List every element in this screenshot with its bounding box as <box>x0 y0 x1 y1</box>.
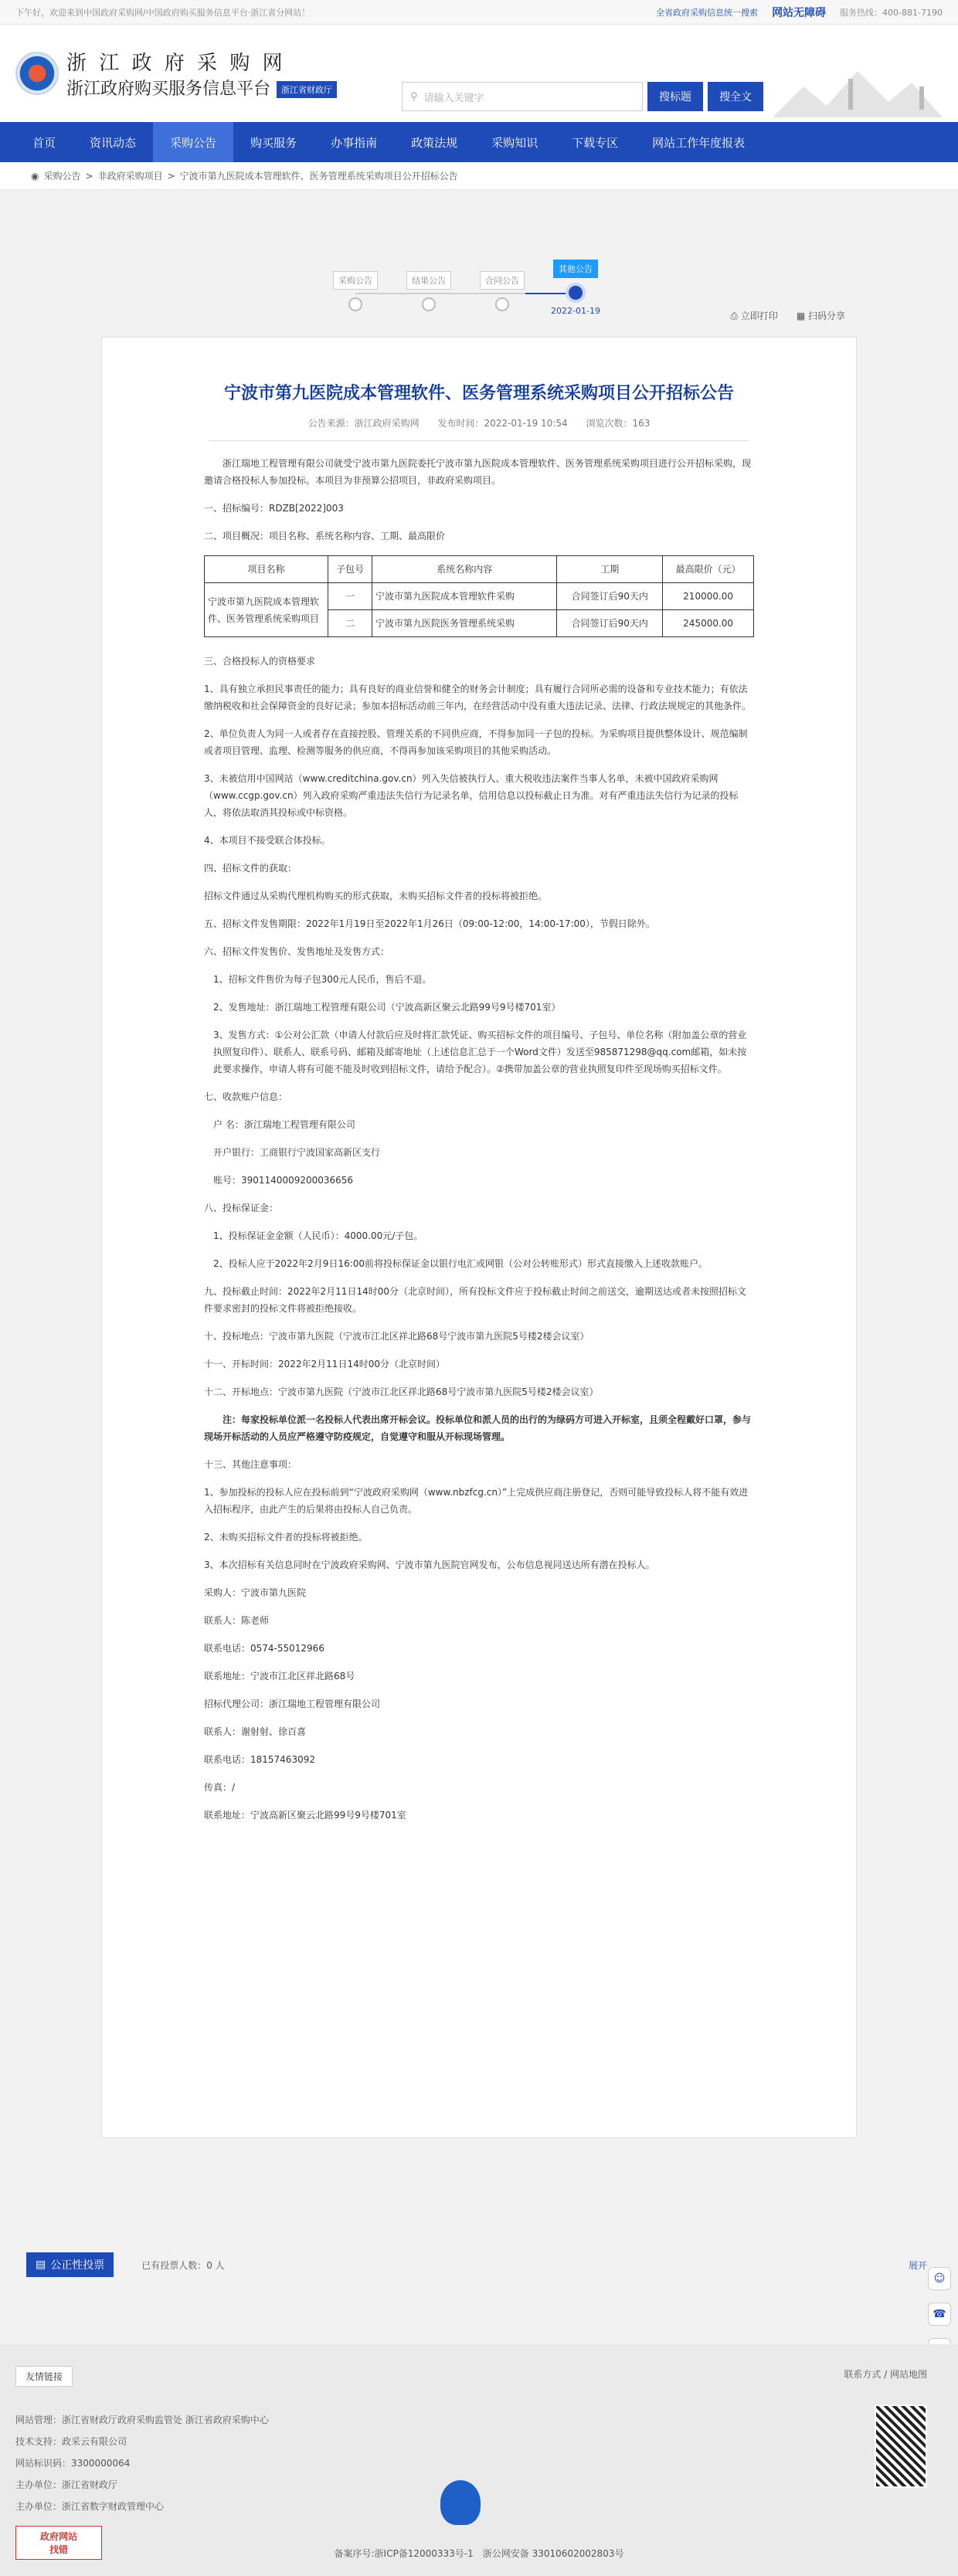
account-number: 账号：3901140009200036656 <box>213 1175 354 1186</box>
paragraph: 1、投标保证金金额（人民币）：4000.00元/子包。 <box>213 1230 423 1241</box>
account-bank: 开户银行：工商银行宁波国家高新区支行 <box>213 1147 381 1158</box>
contact-line: 传真：/ <box>204 1782 236 1793</box>
qualification-item: 2、单位负责人为同一人或者存在直接控股、管理关系的不同供应商，不得参加同一子包的投标。为采购项目提供整体设计、规范编制或者项目管理、监理、检测等服务的供应商，不得再参加该采购项目的其他采购活动。 <box>204 728 748 756</box>
search-bar <box>402 82 763 111</box>
wechat-qr-code <box>875 2405 927 2488</box>
article-body <box>102 441 856 1824</box>
party-emblem-icon <box>440 2480 481 2525</box>
intro-paragraph: 浙江瑞地工程管理有限公司就受宁波市第九医院委托宁波市第九医院成本管理软件、医务管理系统采购项目进行公开招标采购，现邀请合格投标人参加投标。本项目为非预算公招项目，非政府采购项目。 <box>204 458 752 486</box>
site-header <box>0 25 958 122</box>
article-panel <box>101 337 857 2138</box>
footer-line: 技术支持：政采云有限公司 <box>15 2436 127 2447</box>
contact-line: 联系电话：0574-55012966 <box>204 1643 324 1654</box>
breadcrumb-item[interactable]: 非政府采购项目 <box>97 171 163 182</box>
section-heading: 五、招标文件发售期限：2022年1月19日至2022年1月26日（09:00-12:00，14:00-17:00），节假日除外。 <box>204 918 655 929</box>
paragraph: 1、参加投标的投标人应在投标前到“宁波政府采购网（www.nbzfcg.cn）”上完成供应商注册登记，否则可能导致投标人将不能有效进入招标程序，由此产生的后果将由投标人自己负责。 <box>204 1487 749 1515</box>
section-heading: 二、项目概况：项目名称、系统名称内容、工期、最高限价 <box>204 531 446 541</box>
unified-search-link[interactable]: 全省政府采购信息统一搜索 <box>656 7 759 18</box>
expand-button[interactable]: 展开 <box>908 2259 927 2271</box>
paragraph: 3、本次招标有关信息同时在宁波政府采购网、宁波市第九医院官网发布，公布信息视同送达所有潜在投标人。 <box>204 1560 655 1570</box>
qualification-item: 3、未被信用中国网站（www.creditchina.gov.cn）列入失信被执行人、重大税收违法案件当事人名单，未被中国政府采购网（www.ccgp.gov.cn）列入政府采购严重违法失信行为记录名单，信用信息以投标截止日为准。对有严重违法失信行为记录的投标人，将依法取消其投标或中标资格。 <box>204 773 739 818</box>
table-header: 工期 <box>557 556 663 583</box>
table-cell: 一 <box>328 583 372 610</box>
hotline: 服务热线：400-881-7190 <box>840 7 943 18</box>
nav-download[interactable]: 下载专区 <box>572 135 619 150</box>
accessibility-link[interactable]: 网站无障碍 <box>772 6 827 19</box>
fairness-vote-bar <box>0 2246 958 2283</box>
attention-note: 注：每家投标单位派一名投标人代表出席开标会议。投标单位和派人员的出行的为绿码方可进入开标室，且须全程戴好口罩，参与现场开标活动的人员应严格遵守防疫规定，自觉遵守和服从开标现场管理。 <box>204 1414 752 1442</box>
table-header: 系统名称内容 <box>372 556 556 583</box>
nav-guide[interactable]: 办事指南 <box>331 135 378 150</box>
step-date: 2022-01-19 <box>551 306 600 316</box>
department-badge: 浙江省财政厅 <box>277 81 337 98</box>
site-logo[interactable] <box>15 47 337 100</box>
section-heading: 十、投标地点：宁波市第九医院（宁波市江北区祥北路68号宁波市第九医院5号楼2楼会议室） <box>204 1331 589 1342</box>
search-icon: ⚲ <box>410 90 418 103</box>
article-meta <box>209 416 749 441</box>
section-heading: 九、投标截止时间：2022年2月11日14时00分（北京时间），所有投标文件应于投标截止时间之前送交，逾期送达或者未按照招标文件要求密封的投标文件将被拒绝接收。 <box>204 1286 746 1314</box>
share-button[interactable]: ▦ 扫码分享 <box>796 311 845 321</box>
table-header: 项目名称 <box>205 556 328 583</box>
contact-line: 联系地址：宁波高新区聚云北路99号9号楼701室 <box>204 1810 406 1821</box>
section-heading: 六、招标文件发售价、发售地址及发售方式： <box>204 946 390 957</box>
footer-info <box>15 2409 269 2517</box>
breadcrumb-current: 宁波市第九医院成本管理软件、医务管理系统采购项目公开招标公告 <box>179 171 458 182</box>
nav-annual-report[interactable]: 网站工作年度报表 <box>652 135 746 150</box>
icp-record: 备案序号:浙ICP备12000333号-1 浙公网安备 33010602002803号 <box>334 2548 624 2559</box>
step-dot-active <box>569 286 583 300</box>
nav-knowledge[interactable]: 采购知识 <box>491 135 538 150</box>
nav-news[interactable]: 资讯动态 <box>90 135 137 150</box>
article-title: 宁波市第九医院成本管理软件、医务管理系统采购项目公开招标公告 <box>223 384 734 403</box>
contact-line: 采购人：宁波市第九医院 <box>204 1587 307 1598</box>
table-cell: 245000.00 <box>663 610 754 637</box>
main-nav <box>0 122 958 162</box>
welcome-text: 下午好，欢迎来到中国政府采购网/中国政府购买服务信息平台·浙江省分网站！ <box>15 7 311 18</box>
step-dot <box>495 297 509 311</box>
section-heading: 八、投标保证金： <box>204 1203 279 1213</box>
breadcrumb-item[interactable]: 采购公告 <box>43 171 81 182</box>
emblem-icon <box>15 52 59 95</box>
qr-icon: ▦ <box>796 311 806 321</box>
site-subtitle: 浙江政府购买服务信息平台 <box>66 80 271 99</box>
table-cell-project: 宁波市第九医院成本管理软件、医务管理系统采购项目 <box>205 583 328 637</box>
table-row <box>205 583 754 610</box>
nav-purchase-service[interactable]: 购买服务 <box>250 135 297 150</box>
table-cell: 二 <box>328 610 372 637</box>
paragraph: 3、发售方式：①公对公汇款（申请人付款后应及时将汇款凭证、购买招标文件的项目编号、子包号、单位名称（附加盖公章的营业执照复印件）、联系人、联系号码、邮箱及邮寄地址（上述信息汇总于一个Word文件）发送至985871298@qq.com邮箱，如未按此要求操作，申请人将有可能不能及时收到招标文件，请给予配合）。②携带加盖公章的营业执照复印件至现场购买招标文件。 <box>213 1030 747 1074</box>
footer-line: 网站标识码：3300000064 <box>15 2458 131 2469</box>
search-fulltext-button[interactable]: 搜全文 <box>708 82 763 111</box>
notice-progress <box>0 205 958 321</box>
contact-line: 联系地址：宁波市江北区祥北路68号 <box>204 1671 355 1682</box>
printer-icon: ⎙ <box>730 311 738 321</box>
vote-button[interactable]: ▤ 公正性投票 <box>26 2252 114 2277</box>
table-header: 最高限价（元） <box>663 556 754 583</box>
table-cell: 宁波市第九医院医务管理系统采购 <box>372 610 556 637</box>
contact-line: 联系电话：18157463092 <box>204 1754 315 1765</box>
table-cell: 宁波市第九医院成本管理软件采购 <box>372 583 556 610</box>
contact-line: 联系人：陈老师 <box>204 1615 270 1626</box>
qualification-item: 4、本项目不接受联合体投标。 <box>204 835 331 846</box>
paragraph: 2、发售地址：浙江瑞地工程管理有限公司（宁波高新区聚云北路99号9号楼701室） <box>213 1002 561 1013</box>
article-time: 发布时间：2022-01-19 10:54 <box>437 418 568 429</box>
nav-policy[interactable]: 政策法规 <box>411 135 458 150</box>
step-dot <box>348 297 362 311</box>
location-icon: ◉ <box>31 170 39 182</box>
paragraph: 2、投标人应于2022年2月9日16:00前将投标保证金以银行电汇或网银（公对公转账形式）形式直接缴入上述收款账户。 <box>213 1258 708 1269</box>
step-other[interactable]: 其他公告 2022-01-19 <box>551 260 600 316</box>
contact-line: 招标代理公司：浙江瑞地工程管理有限公司 <box>204 1699 381 1709</box>
search-input[interactable]: ⚲ 请输入关键字 <box>402 82 643 111</box>
headset-icon[interactable]: ☎ <box>928 2303 951 2326</box>
mountain-decoration-icon <box>773 63 943 117</box>
step-dot <box>422 297 436 311</box>
section-heading: 十二、开标地点：宁波市第九医院（宁波市江北区祥北路68号宁波市第九医院5号楼2楼会议室） <box>204 1386 599 1397</box>
paragraph: 2、未购买招标文件者的投标将被拒绝。 <box>204 1532 368 1543</box>
print-button[interactable]: ⎙ 立即打印 <box>730 311 778 321</box>
step-procurement[interactable]: 采购公告 <box>333 271 378 311</box>
section-heading: 一、招标编号：RDZB[2022]003 <box>204 503 344 514</box>
robot-assistant-icon[interactable]: ☺ <box>928 2267 951 2290</box>
paragraph: 1、招标文件售价为每子包300元人民币，售后不退。 <box>213 974 432 985</box>
gov-error-report-button[interactable]: 政府网站 找错 <box>15 2526 102 2560</box>
vote-count: 已有投票人数：0 人 <box>141 2259 225 2271</box>
table-cell: 合同签订后90天内 <box>557 583 663 610</box>
contact-line: 联系人：谢射射、徐百喜 <box>204 1726 307 1737</box>
project-table <box>204 555 754 637</box>
vote-icon: ▤ <box>36 2259 46 2271</box>
footer-line: 网站管理：浙江省财政厅政府采购监管处 浙江省政府采购中心 <box>15 2415 269 2425</box>
top-bar <box>0 0 958 25</box>
footer-line: 主办单位：浙江省财政厅 <box>15 2479 118 2490</box>
search-title-button[interactable]: 搜标题 <box>647 82 703 111</box>
account-name: 户 名：浙江瑞地工程管理有限公司 <box>213 1119 355 1130</box>
table-header: 子包号 <box>328 556 372 583</box>
nav-procurement-notice[interactable]: 采购公告 <box>153 122 233 162</box>
breadcrumb: ◉ 采购公告 > 非政府采购项目 > 宁波市第九医院成本管理软件、医务管理系统采购项目公开招标公告 <box>0 162 958 190</box>
step-contract[interactable]: 合同公告 <box>480 271 525 311</box>
table-cell: 210000.00 <box>663 583 754 610</box>
contact-sitemap-link[interactable]: 联系方式 / 网站地图 <box>844 2369 927 2380</box>
nav-home[interactable]: 首页 <box>32 135 56 150</box>
section-heading: 十三、其他注意事项： <box>204 1459 297 1470</box>
section-heading: 三、合格投标人的资格要求 <box>204 656 316 667</box>
article-tools <box>730 309 845 322</box>
article-views: 浏览次数：163 <box>586 418 651 429</box>
footer-line: 主办单位：浙江省数字财政管理中心 <box>15 2501 165 2512</box>
table-cell: 合同签订后90天内 <box>557 610 663 637</box>
site-footer <box>0 2344 958 2576</box>
step-result[interactable]: 结果公告 <box>406 271 451 311</box>
section-heading: 十一、开标时间：2022年2月11日14时00分（北京时间） <box>204 1359 445 1369</box>
section-heading: 七、收款账户信息： <box>204 1091 288 1102</box>
article-source: 公告来源：浙江政府采购网 <box>307 418 420 429</box>
friend-links-select[interactable]: 友情链接 <box>15 2366 73 2387</box>
site-title: 浙 江 政 府 采 购 网 <box>66 52 286 75</box>
paragraph: 招标文件通过从采购代理机构购买的形式获取，未购买招标文件者的投标将被拒绝。 <box>204 891 548 901</box>
qualification-item: 1、具有独立承担民事责任的能力；具有良好的商业信誉和健全的财务会计制度；具有履行合同所必需的设备和专业技术能力；有依法缴纳税收和社会保障资金的良好记录；参加本招标活动前三年内，在经营活动中没有重大违法记录、法律、行政法规规定的其他条件。 <box>204 684 752 711</box>
section-heading: 四、招标文件的获取： <box>204 863 297 874</box>
